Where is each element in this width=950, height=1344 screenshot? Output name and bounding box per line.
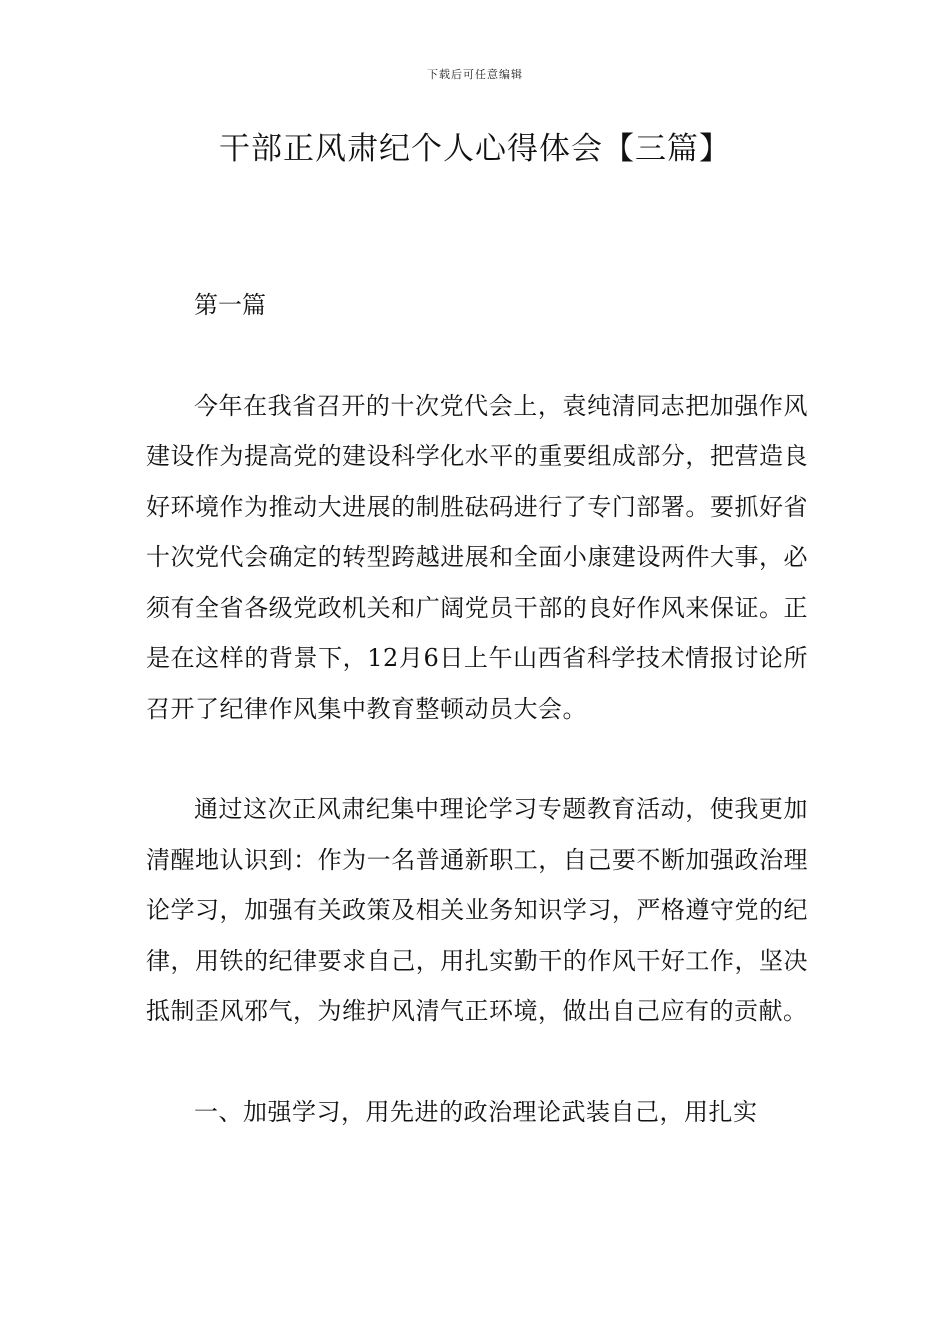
document-title: 干部正风肃纪个人心得体会【三篇】	[219, 131, 731, 167]
section-label: 第一篇	[194, 291, 266, 319]
paragraph-3: 一、加强学习，用先进的政治理论武装自己，用扎实	[194, 1097, 758, 1126]
paragraph-1: 今年在我省召开的十次党代会上，袁纯清同志把加强作风建设作为提高党的建设科学化水平的重要组成部分，把营造良好环境作为推动大进展的制胜砝码进行了专门部署。要抓好省十次党代会确定的转型跨越进展和全面小康建设两件大事，必须有全省各级党政机关和广阔党员干部的良好作风来保证。正是在这样的背景下，12月6日上午山西省科学技术情报讨论所召开了纪律作风集中教育整顿动员大会。	[146, 391, 808, 723]
document-body	[146, 280, 808, 1137]
paragraph-2: 通过这次正风肃纪集中理论学习专题教育活动，使我更加清醒地认识到：作为一名普通新职工，自己要不断加强政治理论学习，加强有关政策及相关业务知识学习，严格遵守党的纪律，用铁的纪律要求自己，用扎实勤干的作风干好工作，坚决抵制歪风邪气，为维护风清气正环境，做出自己应有的贡献。	[146, 795, 808, 1025]
header-note: 下载后可任意编辑	[427, 68, 523, 81]
